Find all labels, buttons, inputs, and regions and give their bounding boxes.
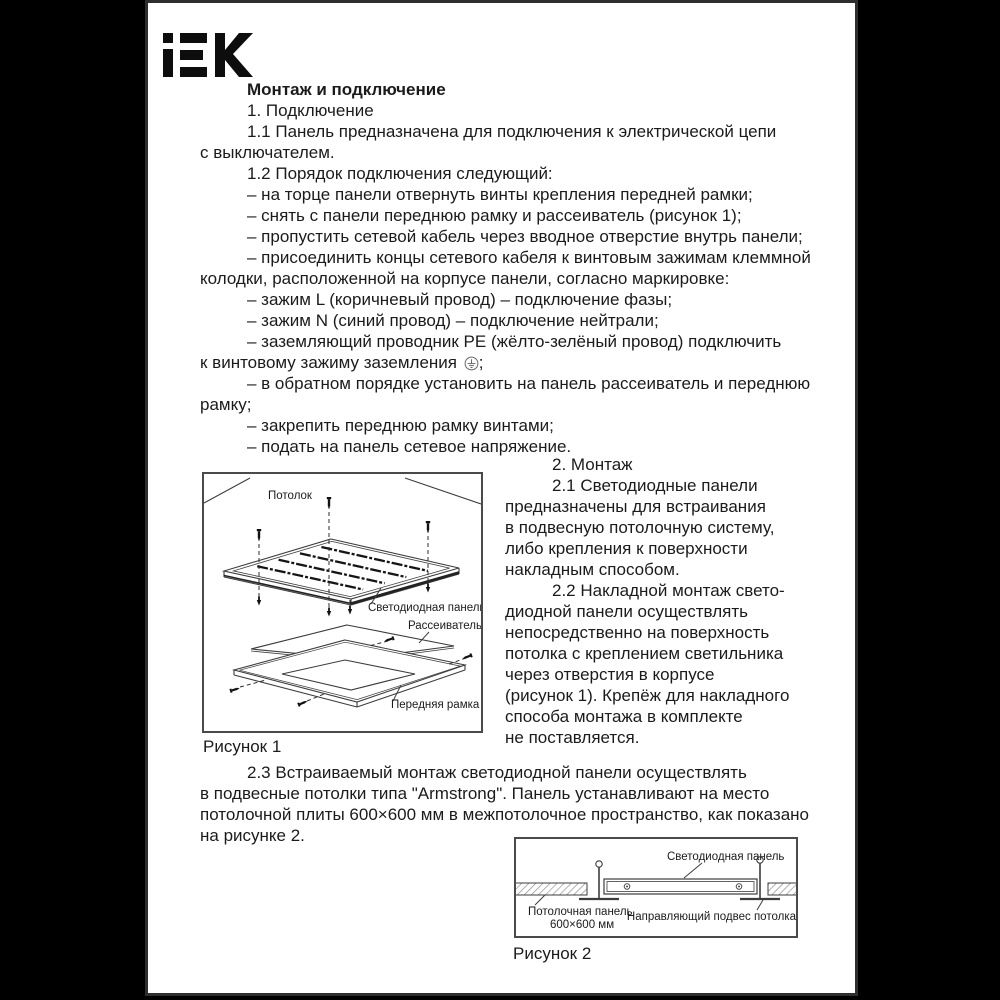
text-line	[505, 517, 815, 538]
fig2-label-tile-size: 600×600 мм	[550, 919, 615, 931]
text-line	[505, 559, 815, 580]
text-line-content: 1.2 Порядок подключения следующий:	[247, 164, 553, 183]
text-line	[505, 454, 815, 475]
iek-logo	[163, 33, 263, 82]
text-line-content: – зажим L (коричневый провод) – подключение фазы;	[247, 290, 673, 309]
text-line	[505, 475, 815, 496]
text-line-content: рамку;	[200, 395, 252, 414]
text-line	[200, 310, 815, 331]
section-connection-text	[200, 79, 815, 457]
text-line-content: Монтаж и подключение	[247, 80, 446, 99]
text-line	[200, 415, 815, 436]
text-line-content: накладным способом.	[505, 560, 680, 579]
text-line-content: колодки, расположенной на корпусе панели, согласно маркировке:	[200, 269, 730, 288]
text-line-content: диодной панели осуществлять	[505, 602, 748, 621]
text-line-content: – на торце панели отвернуть винты крепления передней рамки;	[247, 185, 753, 204]
text-line	[505, 622, 815, 643]
text-line-content: 2.2 Накладной монтаж свето-	[552, 581, 785, 600]
text-line	[505, 538, 815, 559]
fig2-label-panel: Светодиодная панель	[667, 851, 785, 863]
ground-symbol-icon	[464, 356, 479, 371]
text-line	[200, 226, 815, 247]
text-line	[200, 352, 815, 373]
fig1-label-frame: Передняя рамка	[391, 699, 480, 711]
text-line	[200, 783, 815, 804]
text-line	[505, 580, 815, 601]
text-line-content: 2. Монтаж	[552, 455, 633, 474]
text-line-content: 2.1 Светодиодные панели	[552, 476, 758, 495]
text-line-content: потолка с креплением светильника	[505, 644, 784, 663]
figure-2-caption: Рисунок 2	[513, 944, 592, 963]
iek-logo-icon	[163, 33, 263, 77]
figure-1-drawing	[204, 474, 481, 731]
text-line	[200, 762, 815, 783]
text-line	[200, 121, 815, 142]
text-line-content: предназначены для встраивания	[505, 497, 766, 516]
text-line	[505, 664, 815, 685]
text-line-content: – снять с панели переднюю рамку и рассеиватель (рисунок 1);	[247, 206, 742, 225]
text-line	[200, 205, 815, 226]
text-line	[505, 727, 815, 748]
text-line	[200, 268, 815, 289]
section-mounting-text	[505, 454, 815, 748]
text-line	[200, 79, 815, 100]
fig1-label-diffuser: Рассеиватель	[408, 620, 481, 632]
text-line-content: либо крепления к поверхности	[505, 539, 748, 558]
text-line-content: – закрепить переднюю рамку винтами;	[247, 416, 554, 435]
fig1-label-ceiling: Потолок	[268, 490, 312, 502]
text-line	[505, 601, 815, 622]
fig2-label-hanger: Направляющий подвес потолка	[626, 911, 796, 923]
text-line	[505, 685, 815, 706]
text-line	[200, 247, 815, 268]
text-line	[200, 184, 815, 205]
text-line-content: – подать на панель сетевое напряжение.	[247, 437, 572, 456]
text-line	[200, 373, 815, 394]
text-line-content: 2.3 Встраиваемый монтаж светодиодной панели осуществлять	[247, 763, 747, 782]
text-line-content: – зажим N (синий провод) – подключение нейтрали;	[247, 311, 659, 330]
text-line-content: к винтовому зажиму заземления	[200, 353, 462, 372]
text-line-content: непосредственно на поверхность	[505, 623, 770, 642]
text-line	[200, 804, 815, 825]
text-line-content: – пропустить сетевой кабель через вводное отверстие внутрь панели;	[247, 227, 803, 246]
text-line-content: способа монтажа в комплекте	[505, 707, 743, 726]
text-line-content: потолочной плиты 600×600 мм в межпотолочное пространство, как показано	[200, 805, 809, 824]
text-line	[200, 289, 815, 310]
fig1-label-panel: Светодиодная панель	[368, 602, 481, 614]
document-page	[145, 0, 858, 996]
text-line	[200, 394, 815, 415]
text-line-content: в подвесную потолочную систему,	[505, 518, 775, 537]
text-line-content: (рисунок 1). Крепёж для накладного	[505, 686, 790, 705]
text-line-suffix: ;	[478, 353, 484, 372]
text-line	[200, 100, 815, 121]
text-line	[505, 643, 815, 664]
text-line-content: через отверстия в корпусе	[505, 665, 715, 684]
figure-2-drawing	[516, 839, 796, 936]
text-line-content: – в обратном порядке установить на панель рассеиватель и переднюю	[247, 374, 811, 393]
text-line	[505, 706, 815, 727]
text-line	[505, 496, 815, 517]
text-line	[200, 142, 815, 163]
figure-2-diagram	[514, 837, 798, 938]
fig2-label-tile: Потолочная панель	[528, 906, 633, 918]
section-recessed-mounting-text	[200, 762, 815, 846]
text-line-content: в подвесные потолки типа "Armstrong". Панель устанавливают на место	[200, 784, 770, 803]
text-line-content: не поставляется.	[505, 728, 640, 747]
figure-1-caption: Рисунок 1	[203, 737, 282, 756]
text-line-content: 1.1 Панель предназначена для подключения к электрической цепи	[247, 122, 777, 141]
text-line	[200, 331, 815, 352]
text-line-content: – заземляющий проводник PE (жёлто-зелёный провод) подключить	[247, 332, 782, 351]
text-line	[200, 163, 815, 184]
figure-1-diagram	[202, 472, 483, 733]
text-line-content: на рисунке 2.	[200, 826, 305, 845]
text-line-content: – присоединить концы сетевого кабеля к винтовым зажимам клеммной	[247, 248, 811, 267]
text-line-content: с выключателем.	[200, 143, 335, 162]
text-line-content: 1. Подключение	[247, 101, 374, 120]
